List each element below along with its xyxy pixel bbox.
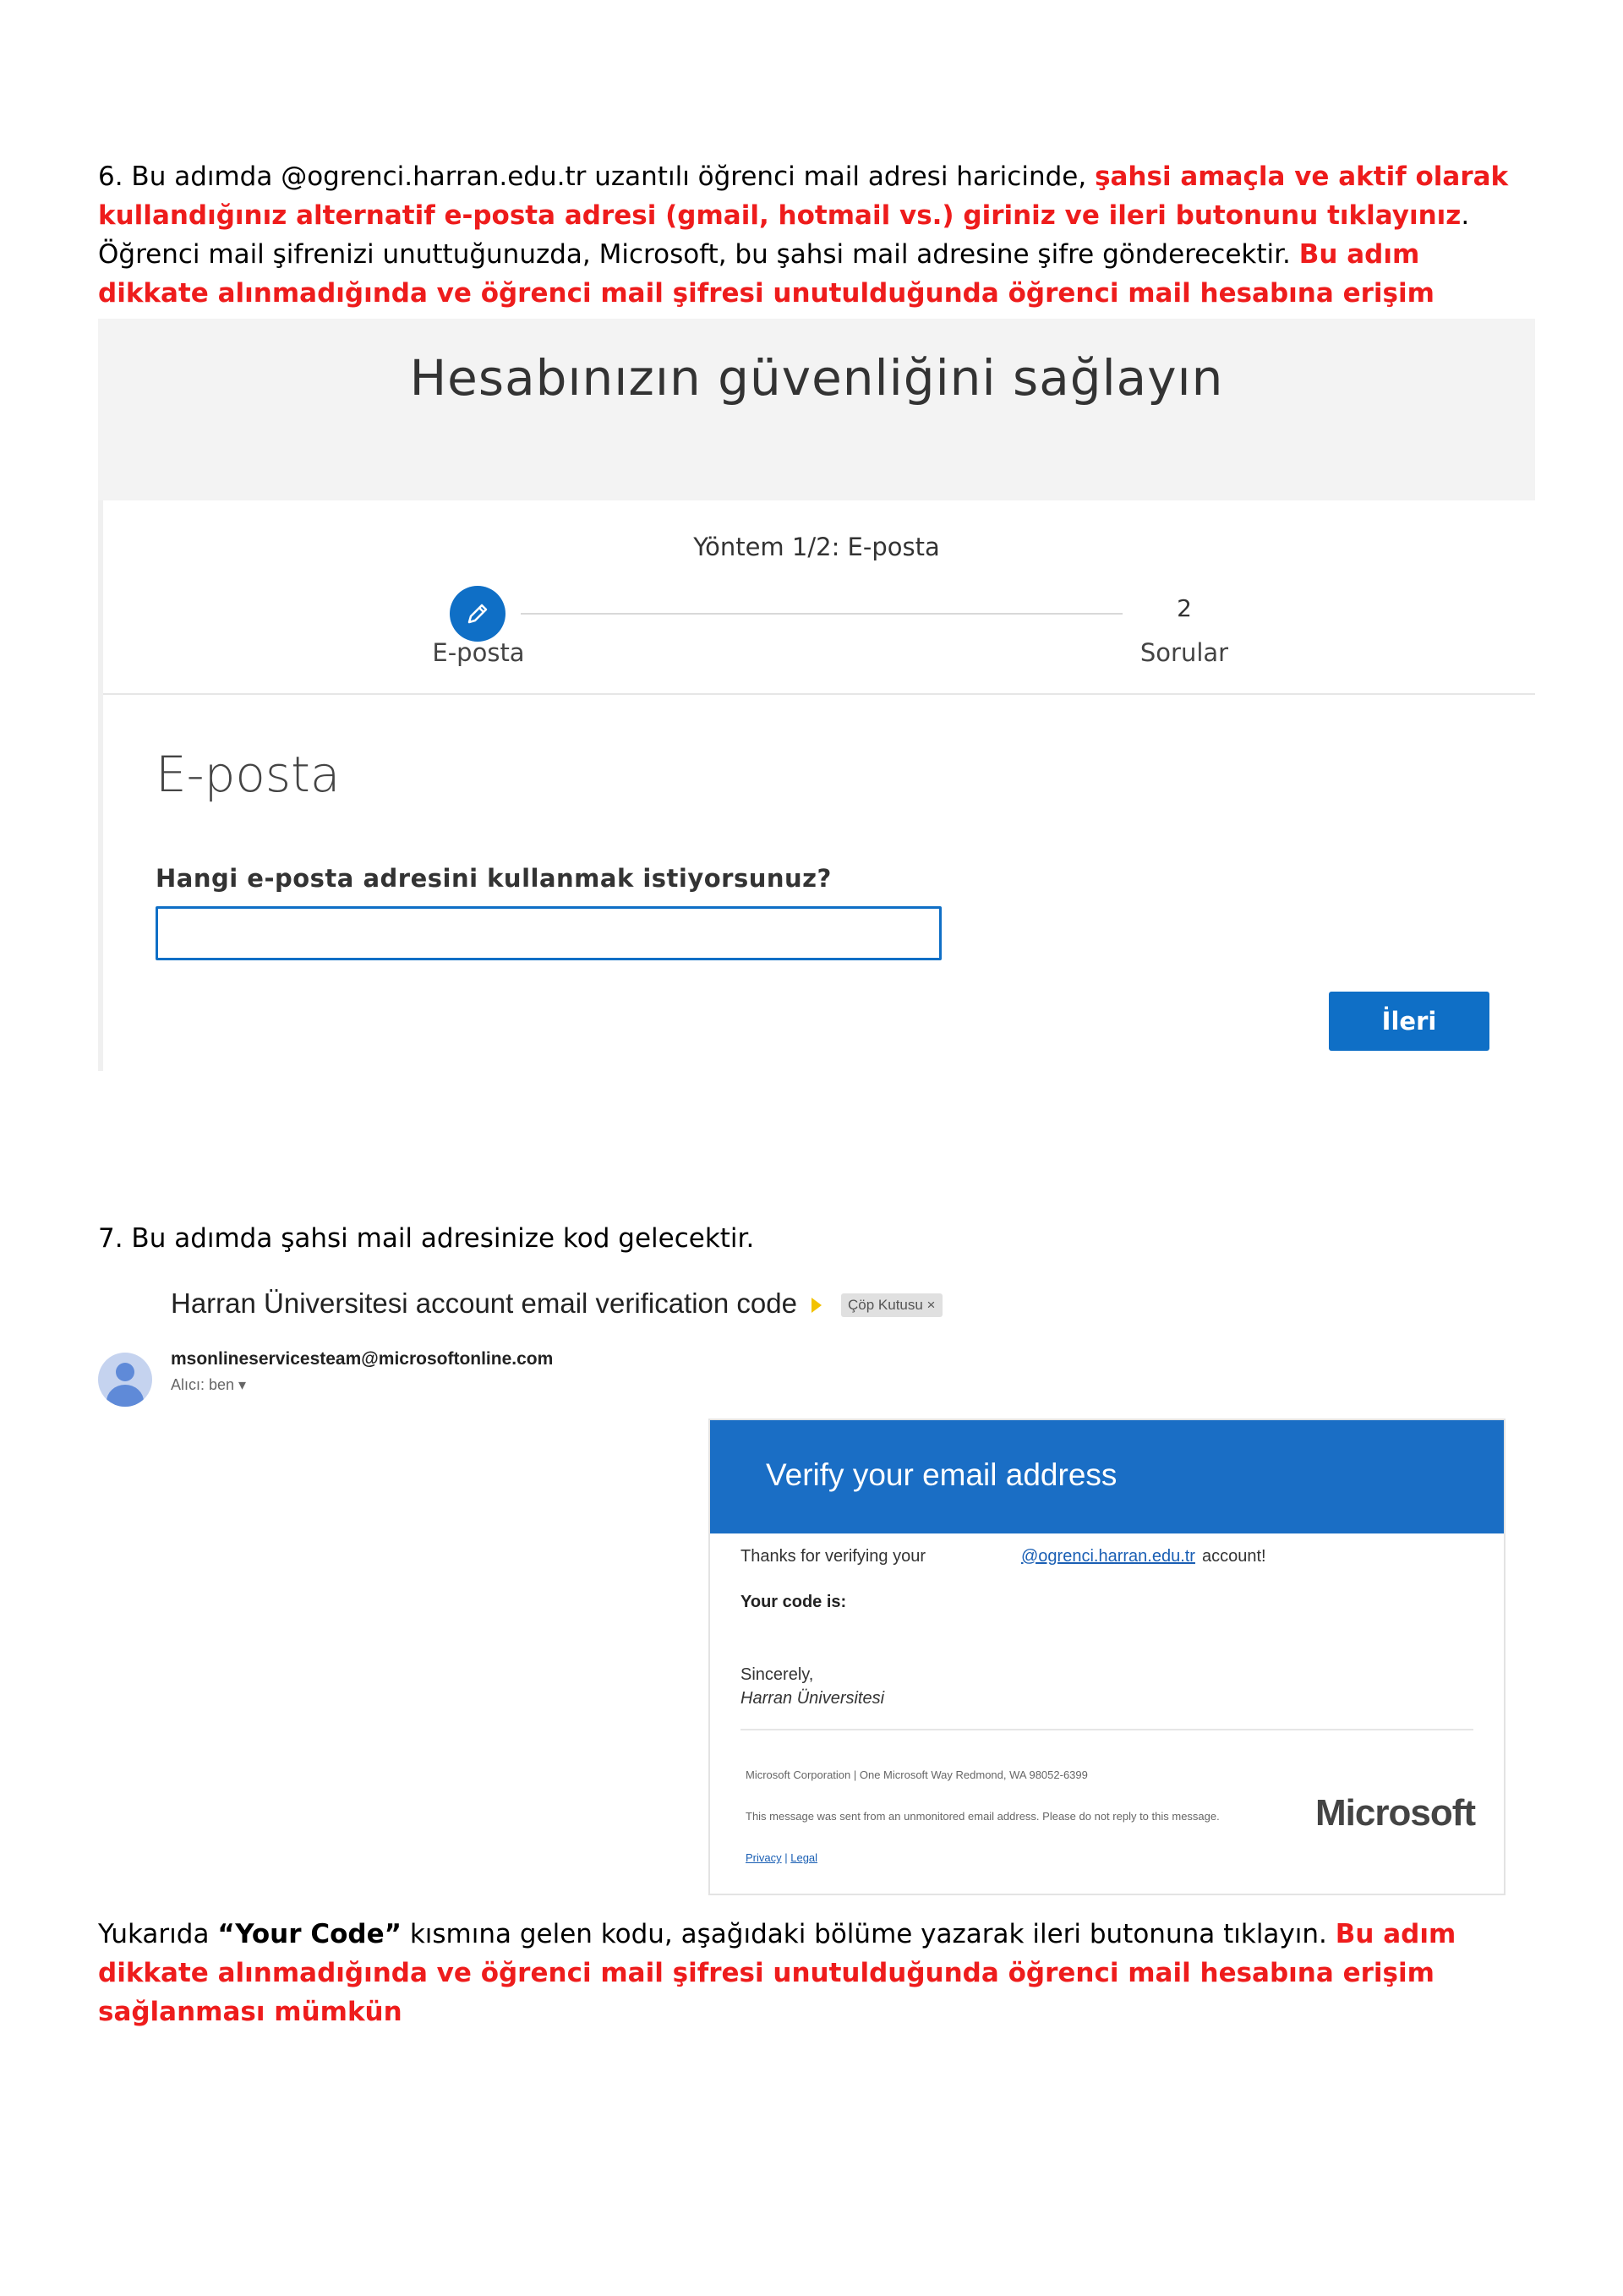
- step7-paragraph: 7. Bu adımda şahsi mail adresinize kod gelecektir.: [98, 1223, 755, 1254]
- step1-label: E-posta: [432, 638, 525, 667]
- thanks-text: Thanks for verifying your: [740, 1547, 926, 1566]
- step6-warning-1: şahsi amaçla ve aktif olarak kullandığınız alternatif e-posta adresi (gmail, hotmail vs.) giriniz ve ileri butonunu tıklayınız: [98, 161, 1509, 231]
- security-banner: [98, 319, 1535, 500]
- your-code-emphasis: “Your Code”: [217, 1919, 402, 1949]
- next-button[interactable]: İleri: [1329, 992, 1489, 1051]
- step6-text-2: . Öğrenci mail şifrenizi unuttuğunuzda, Microsoft, bu şahsi mail adresine şifre gönderecektir.: [98, 200, 1470, 270]
- sincerely-text: Sincerely,: [740, 1665, 814, 1684]
- code-text-1: Yukarıda: [98, 1919, 218, 1949]
- recipient-dropdown[interactable]: Alıcı: ben ▾: [171, 1376, 247, 1393]
- avatar-body: [107, 1385, 144, 1407]
- step6-warning-2: Bu adım dikkate alınmadığında ve öğrenci mail şifresi unutulduğunda öğrenci mail hesabına erişim: [98, 239, 1434, 309]
- page-title: Hesabınızın güvenliğini sağlayın: [409, 349, 1224, 407]
- step6-text-1: 6. Bu adımda @ogrenci.harran.edu.tr uzantılı öğrenci mail adresi haricinde,: [98, 161, 1096, 192]
- thanks-tail: account!: [1202, 1547, 1266, 1566]
- email-question-label: Hangi e-posta adresini kullanmak istiyorsunuz?: [156, 864, 832, 893]
- step1-indicator: [450, 586, 505, 642]
- code-text-2: kısmına gelen kodu, aşağıdaki bölüme yazarak ileri butonuna tıklayın.: [401, 1919, 1336, 1949]
- step2-label: Sorular: [1139, 638, 1229, 667]
- unmonitored-notice: This message was sent from an unmonitored email address. Please do not reply to this message.: [746, 1810, 1220, 1823]
- privacy-link[interactable]: Privacy: [746, 1851, 782, 1864]
- verification-email-card: [708, 1419, 1506, 1895]
- code-warning: Bu adım dikkate alınmadığında ve öğrenci mail şifresi unutulduğunda öğrenci mail hesabına erişim sağlanması mümkün: [98, 1919, 1456, 2027]
- legal-link[interactable]: Legal: [790, 1851, 818, 1864]
- trash-label-chip[interactable]: Çöp Kutusu ×: [841, 1293, 943, 1317]
- section-divider: [103, 693, 1535, 695]
- email-input[interactable]: [156, 906, 942, 960]
- progress-line: [521, 613, 1123, 615]
- pencil-icon: [465, 601, 490, 626]
- step2-number: 2: [1177, 594, 1192, 622]
- section-heading: E-posta: [156, 746, 341, 803]
- link-separator: |: [781, 1851, 791, 1864]
- footer-divider: [740, 1729, 1473, 1730]
- code-label: Your code is:: [740, 1593, 847, 1611]
- microsoft-logo: Microsoft: [1315, 1792, 1475, 1834]
- card-header-title: Verify your email address: [766, 1457, 1118, 1492]
- footer-links: [746, 1851, 817, 1864]
- card-header: [710, 1420, 1504, 1533]
- step-title: Yöntem 1/2: E-posta: [693, 533, 940, 561]
- security-setup-screenshot: [98, 319, 1535, 1071]
- email-subject: Harran Üniversitesi account email verification code: [171, 1287, 797, 1319]
- importance-marker-icon[interactable]: [812, 1298, 822, 1313]
- left-border: [98, 500, 103, 1071]
- avatar-head: [116, 1363, 134, 1381]
- signature: Harran Üniversitesi: [740, 1689, 885, 1708]
- code-instruction-paragraph: [98, 1915, 1535, 2031]
- avatar: [98, 1353, 152, 1407]
- student-email-link[interactable]: @ogrenci.harran.edu.tr: [1021, 1547, 1195, 1566]
- sender-address: msonlineservicesteam@microsoftonline.com: [171, 1349, 554, 1369]
- corporation-address: Microsoft Corporation | One Microsoft Way Redmond, WA 98052-6399: [746, 1768, 1088, 1781]
